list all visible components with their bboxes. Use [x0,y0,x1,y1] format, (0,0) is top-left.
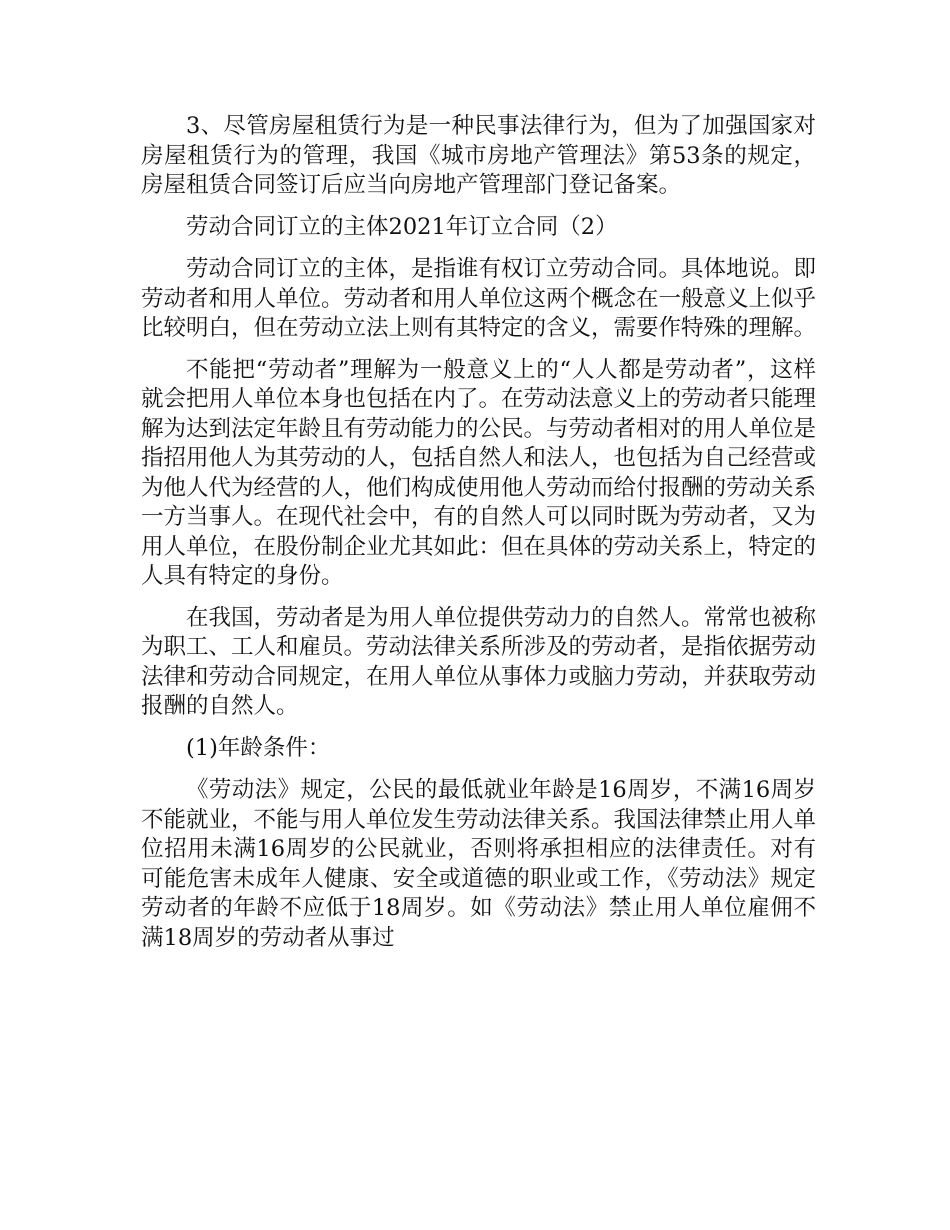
paragraph-age-rules: 《劳动法》规定，公民的最低就业年龄是16周岁，不满16周岁不能就业，不能与用人单位发生劳动法律关系。我国法律禁止用人单位招用未满16周岁的公民就业，否则将承担相应的法律责任。对有可能危害未成年人健康、安全或道德的职业或工作，《劳动法》规定劳动者的年龄不应低于18周岁。如《劳动法》禁止用人单位雇佣不满18周岁的劳动者从事过 [141,777,817,951]
paragraph-contract-parties: 劳动合同订立的主体，是指谁有权订立劳动合同。具体地说。即劳动者和用人单位。劳动者和用人单位这两个概念在一般意义上似乎比较明白，但在劳动立法上则有其特定的含义，需要作特殊的理解。 [141,256,817,341]
subheading-age-condition: (1)年龄条件： [186,734,331,761]
section-heading: 劳动合同订立的主体2021年订立合同（2） [186,213,618,240]
paragraph-worker-in-china: 在我国，劳动者是为用人单位提供劳动力的自然人。常常也被称为职工、工人和雇员。劳动法律关系所涉及的劳动者，是指依据劳动法律和劳动合同规定，在用人单位从事体力或脑力劳动，并获取劳动报酬的自然人。 [141,604,817,719]
document-body [141,112,816,965]
paragraph-worker-definition: 不能把“劳动者”理解为一般意义上的“人人都是劳动者”，这样就会把用人单位本身也包括在内了。在劳动法意义上的劳动者只能理解为达到法定年龄且有劳动能力的公民。与劳动者相对的用人单位是指招用他人为其劳动的人，包括自然人和法人，也包括为自己经营或为他人代为经营的人，他们构成使用他人劳动而给付报酬的劳动关系一方当事人。在现代社会中，有的自然人可以同时既为劳动者，又为用人单位，在股份制企业尤其如此：但在具体的劳动关系上，特定的人具有特定的身份。 [141,356,817,589]
paragraph-housing-lease-registration: 3、尽管房屋租赁行为是一种民事法律行为，但为了加强国家对房屋租赁行为的管理，我国《城市房地产管理法》第53条的规定，房屋租赁合同签订后应当向房地产管理部门登记备案。 [141,113,816,198]
